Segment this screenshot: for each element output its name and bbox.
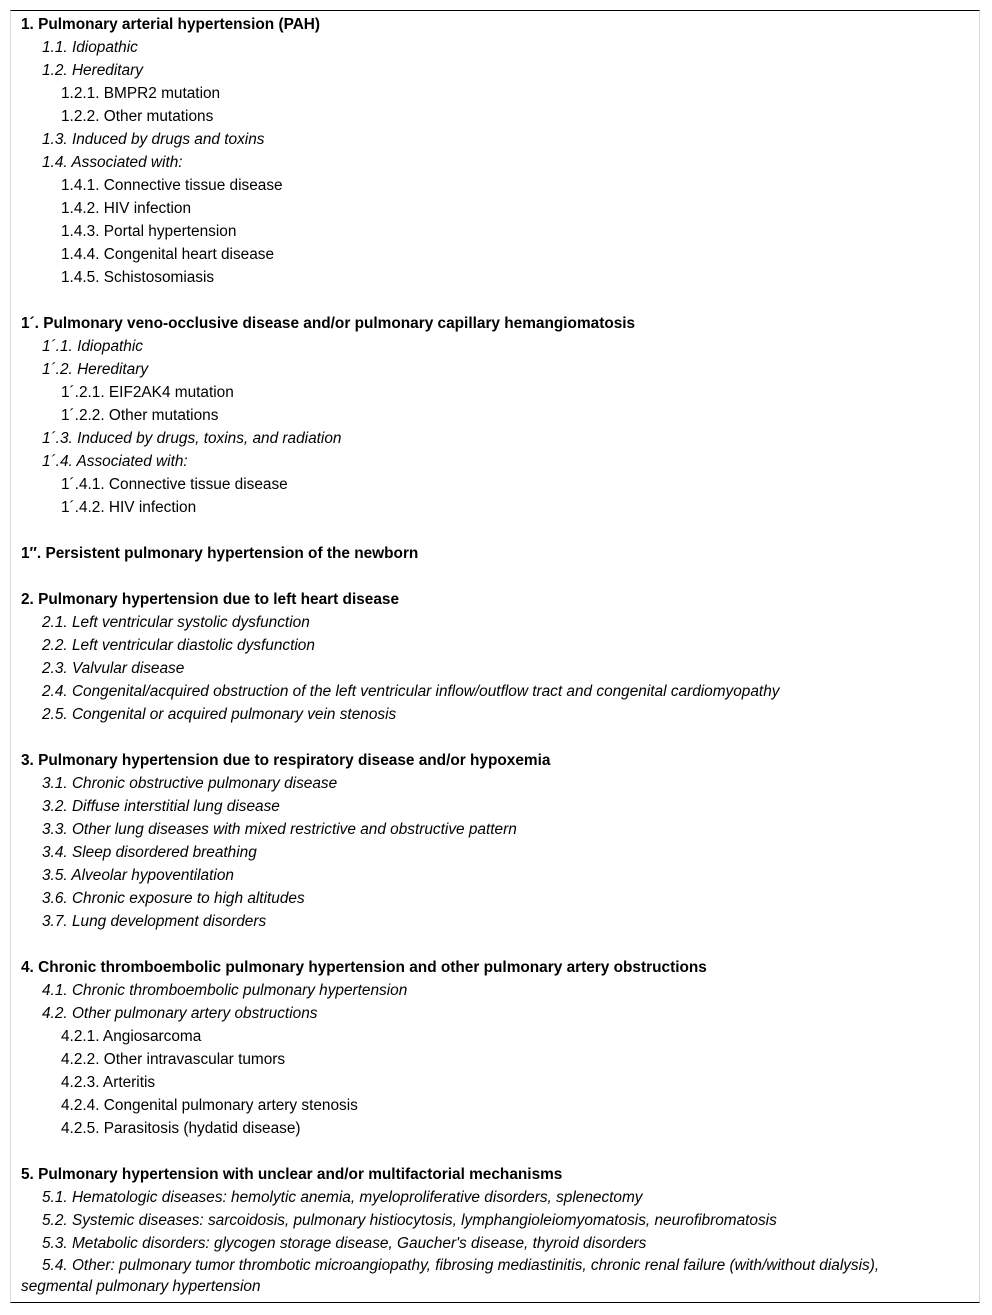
subgroup-item: 3.6. Chronic exposure to high altitudes (42, 890, 305, 907)
subgroup-item: 2.4. Congenital/acquired obstruction of the left ventricular inflow/outflow tract and congenital cardiomyopathy (42, 683, 780, 700)
classification-list (21, 13, 971, 1297)
subsubgroup-item: 4.2.5. Parasitosis (hydatid disease) (61, 1120, 301, 1137)
subgroup-item: 3.7. Lung development disorders (42, 913, 267, 930)
group-heading: 1″. Persistent pulmonary hypertension of the newborn (21, 545, 419, 562)
subgroup-item: 4.1. Chronic thromboembolic pulmonary hypertension (42, 982, 408, 999)
subgroup-item: 4.2. Other pulmonary artery obstructions (42, 1005, 318, 1022)
subgroup-item: 2.1. Left ventricular systolic dysfunction (42, 614, 310, 631)
group-spacer (21, 565, 971, 588)
group-heading: 5. Pulmonary hypertension with unclear and/or multifactorial mechanisms (21, 1166, 563, 1183)
subsubgroup-item: 1.4.5. Schistosomiasis (61, 269, 215, 286)
subgroup-item: 5.4. Other: pulmonary tumor thrombotic microangiopathy, fibrosing mediastinitis, chronic renal failure (with/without dialysis), segmental pulmonary hypertension (21, 1257, 880, 1295)
subgroup-item: 3.5. Alveolar hypoventilation (42, 867, 234, 884)
subgroup-item: 1´.2. Hereditary (42, 361, 149, 378)
subsubgroup-item: 1.2.1. BMPR2 mutation (61, 85, 221, 102)
subgroup-item: 1.4. Associated with: (42, 154, 183, 171)
group-spacer (21, 726, 971, 749)
group-spacer (21, 1140, 971, 1163)
subsubgroup-item: 1´.4.2. HIV infection (61, 499, 197, 516)
subsubgroup-item: 1.4.3. Portal hypertension (61, 223, 237, 240)
subsubgroup-item: 4.2.4. Congenital pulmonary artery stenosis (61, 1097, 358, 1114)
group-spacer (21, 289, 971, 312)
group-spacer (21, 519, 971, 542)
subgroup-item: 5.3. Metabolic disorders: glycogen storage disease, Gaucher's disease, thyroid disorders (42, 1235, 647, 1252)
group-heading: 2. Pulmonary hypertension due to left heart disease (21, 591, 400, 608)
group-heading: 3. Pulmonary hypertension due to respiratory disease and/or hypoxemia (21, 752, 551, 769)
subsubgroup-item: 1.2.2. Other mutations (61, 108, 214, 125)
group-heading: 1. Pulmonary arterial hypertension (PAH) (21, 16, 321, 33)
subgroup-item: 2.2. Left ventricular diastolic dysfunction (42, 637, 315, 654)
subgroup-item: 1´.1. Idiopathic (42, 338, 143, 355)
subgroup-item: 5.2. Systemic diseases: sarcoidosis, pulmonary histiocytosis, lymphangioleiomyomatosis, neurofibromatosis (42, 1212, 777, 1229)
subsubgroup-item: 1.4.4. Congenital heart disease (61, 246, 275, 263)
subsubgroup-item: 1.4.2. HIV infection (61, 200, 192, 217)
subgroup-item: 3.1. Chronic obstructive pulmonary disease (42, 775, 338, 792)
subgroup-item: 1.2. Hereditary (42, 62, 143, 79)
subsubgroup-item: 1´.2.1. EIF2AK4 mutation (61, 384, 234, 401)
subgroup-item: 3.2. Diffuse interstitial lung disease (42, 798, 280, 815)
subgroup-item: 3.3. Other lung diseases with mixed restrictive and obstructive pattern (42, 821, 517, 838)
subsubgroup-item: 1´.4.1. Connective tissue disease (61, 476, 288, 493)
subgroup-item: 3.4. Sleep disordered breathing (42, 844, 257, 861)
subgroup-item: 1.3. Induced by drugs and toxins (42, 131, 265, 148)
subgroup-item: 5.1. Hematologic diseases: hemolytic anemia, myeloproliferative disorders, splenectomy (42, 1189, 643, 1206)
group-heading: 1´. Pulmonary veno-occlusive disease and/or pulmonary capillary hemangiomatosis (21, 315, 636, 332)
subgroup-item: 2.5. Congenital or acquired pulmonary vein stenosis (42, 706, 397, 723)
subgroup-item: 1.1. Idiopathic (42, 39, 138, 56)
subsubgroup-item: 4.2.3. Arteritis (61, 1074, 156, 1091)
group-spacer (21, 933, 971, 956)
subsubgroup-item: 1.4.1. Connective tissue disease (61, 177, 283, 194)
subsubgroup-item: 1´.2.2. Other mutations (61, 407, 219, 424)
group-heading: 4. Chronic thromboembolic pulmonary hypertension and other pulmonary artery obstructions (21, 959, 707, 976)
subsubgroup-item: 4.2.1. Angiosarcoma (61, 1028, 202, 1045)
subgroup-item: 1´.4. Associated with: (42, 453, 188, 470)
subgroup-item: 1´.3. Induced by drugs, toxins, and radiation (42, 430, 342, 447)
subgroup-item: 2.3. Valvular disease (42, 660, 185, 677)
subsubgroup-item: 4.2.2. Other intravascular tumors (61, 1051, 286, 1068)
